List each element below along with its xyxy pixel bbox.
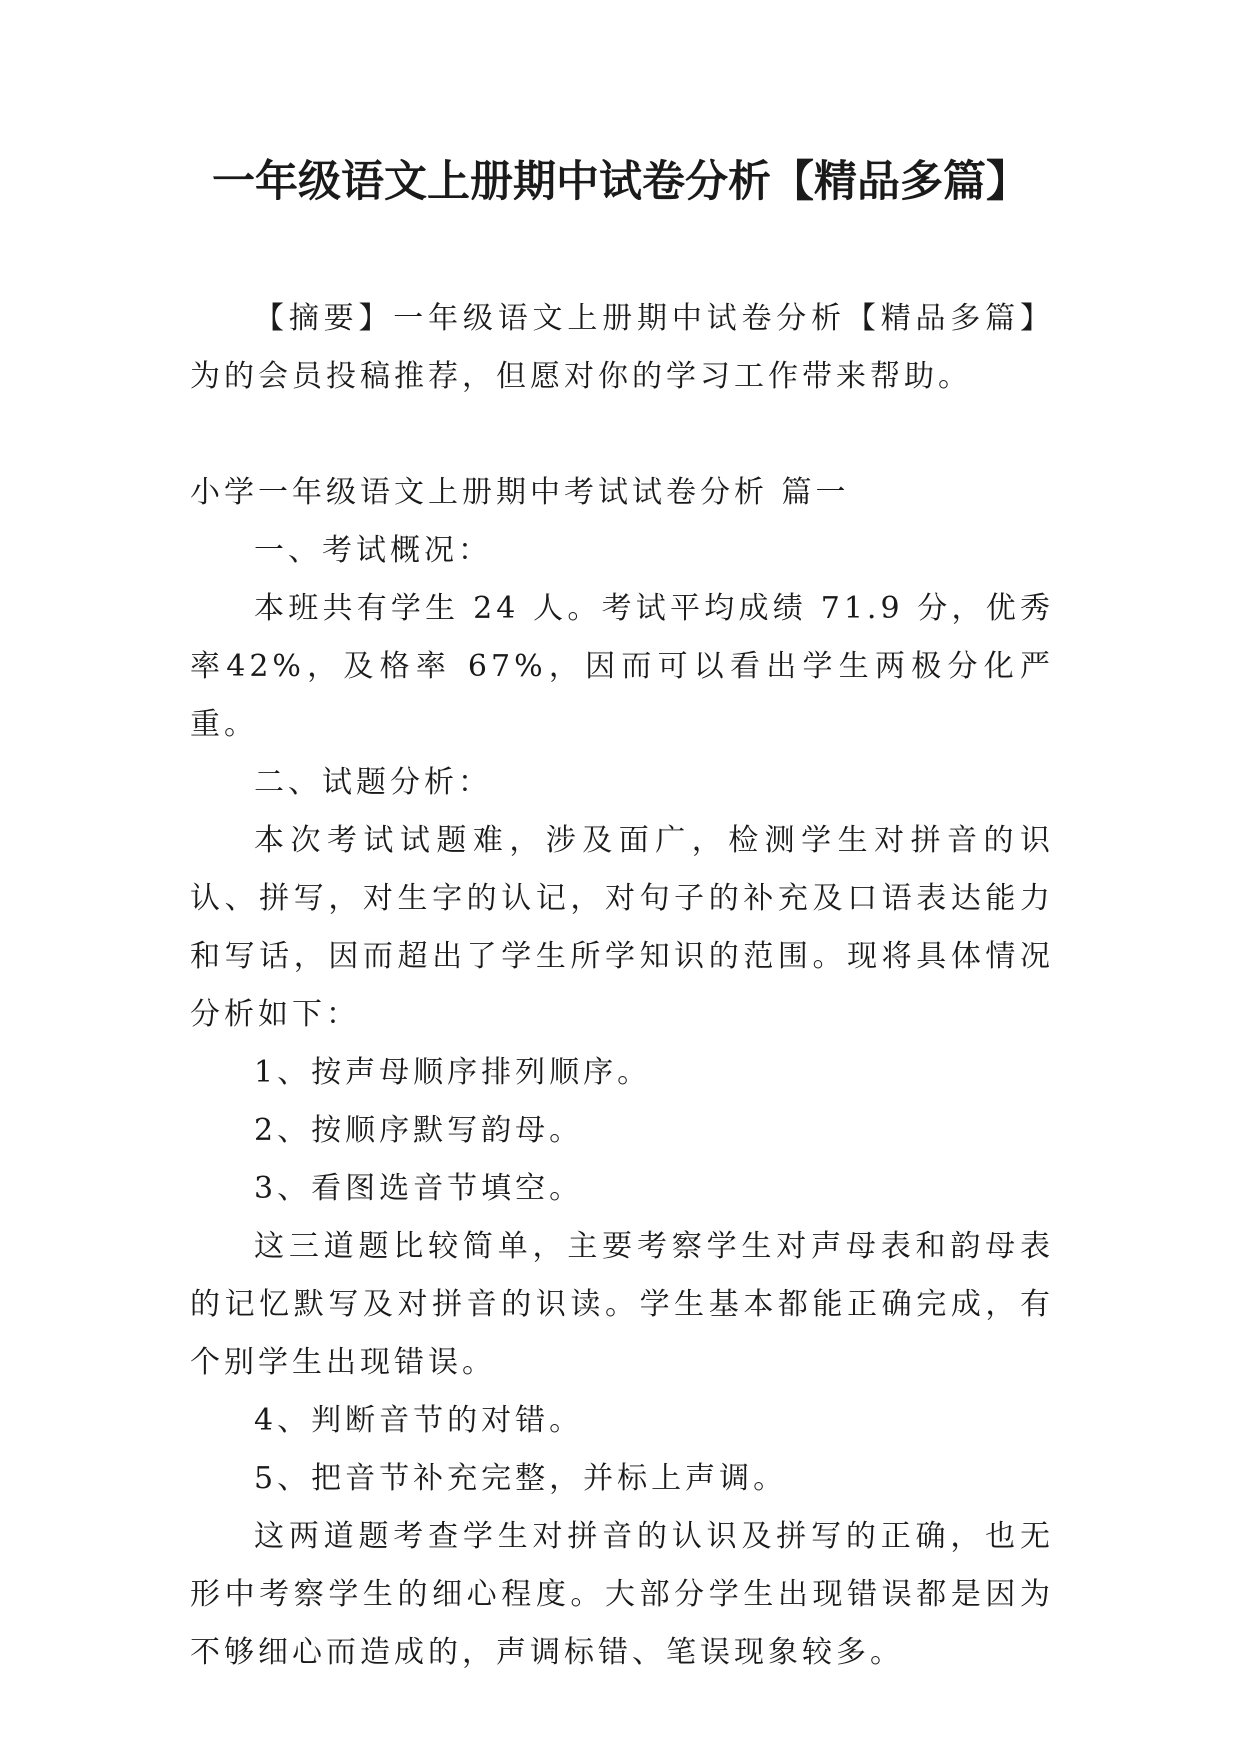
paragraph: 3、看图选音节填空。 <box>254 1171 584 1206</box>
paragraph: 2、按顺序默写韵母。 <box>254 1113 584 1148</box>
paragraph: 1、按声母顺序排列顺序。 <box>254 1055 652 1090</box>
section-heading: 小学一年级语文上册期中考试试卷分析 篇一 <box>190 475 850 510</box>
document-body <box>190 290 1054 1682</box>
document-title: 一年级语文上册期中试卷分析【精品多篇】 <box>212 157 1029 207</box>
paragraph: 5、把音节补充完整，并标上声调。 <box>254 1461 788 1496</box>
paragraph: 这三道题比较简单，主要考察学生对声母表和韵母表的记忆默写及对拼音的识读。学生基本都能正确完成，有个别学生出现错误。 <box>190 1229 1054 1380</box>
paragraph: 本次考试试题难，涉及面广，检测学生对拼音的识认、拼写，对生字的认记，对句子的补充及口语表达能力和写话，因而超出了学生所学知识的范围。现将具体情况分析如下： <box>190 823 1054 1032</box>
paragraph: 这两道题考查学生对拼音的认识及拼写的正确，也无形中考察学生的细心程度。大部分学生出现错误都是因为不够细心而造成的，声调标错、笔误现象较多。 <box>190 1519 1054 1670</box>
paragraph: 二、试题分析： <box>254 765 492 800</box>
paragraph: 本班共有学生 24 人。考试平均成绩 71.9 分，优秀率42%，及格率 67%，因而可以看出学生两极分化严重。 <box>190 591 1054 742</box>
paragraph: 4、判断音节的对错。 <box>254 1403 584 1438</box>
abstract-paragraph: 【摘要】一年级语文上册期中试卷分析【精品多篇】为的会员投稿推荐，但愿对你的学习工作带来帮助。 <box>190 301 1054 394</box>
paragraph: 一、考试概况： <box>254 533 492 568</box>
